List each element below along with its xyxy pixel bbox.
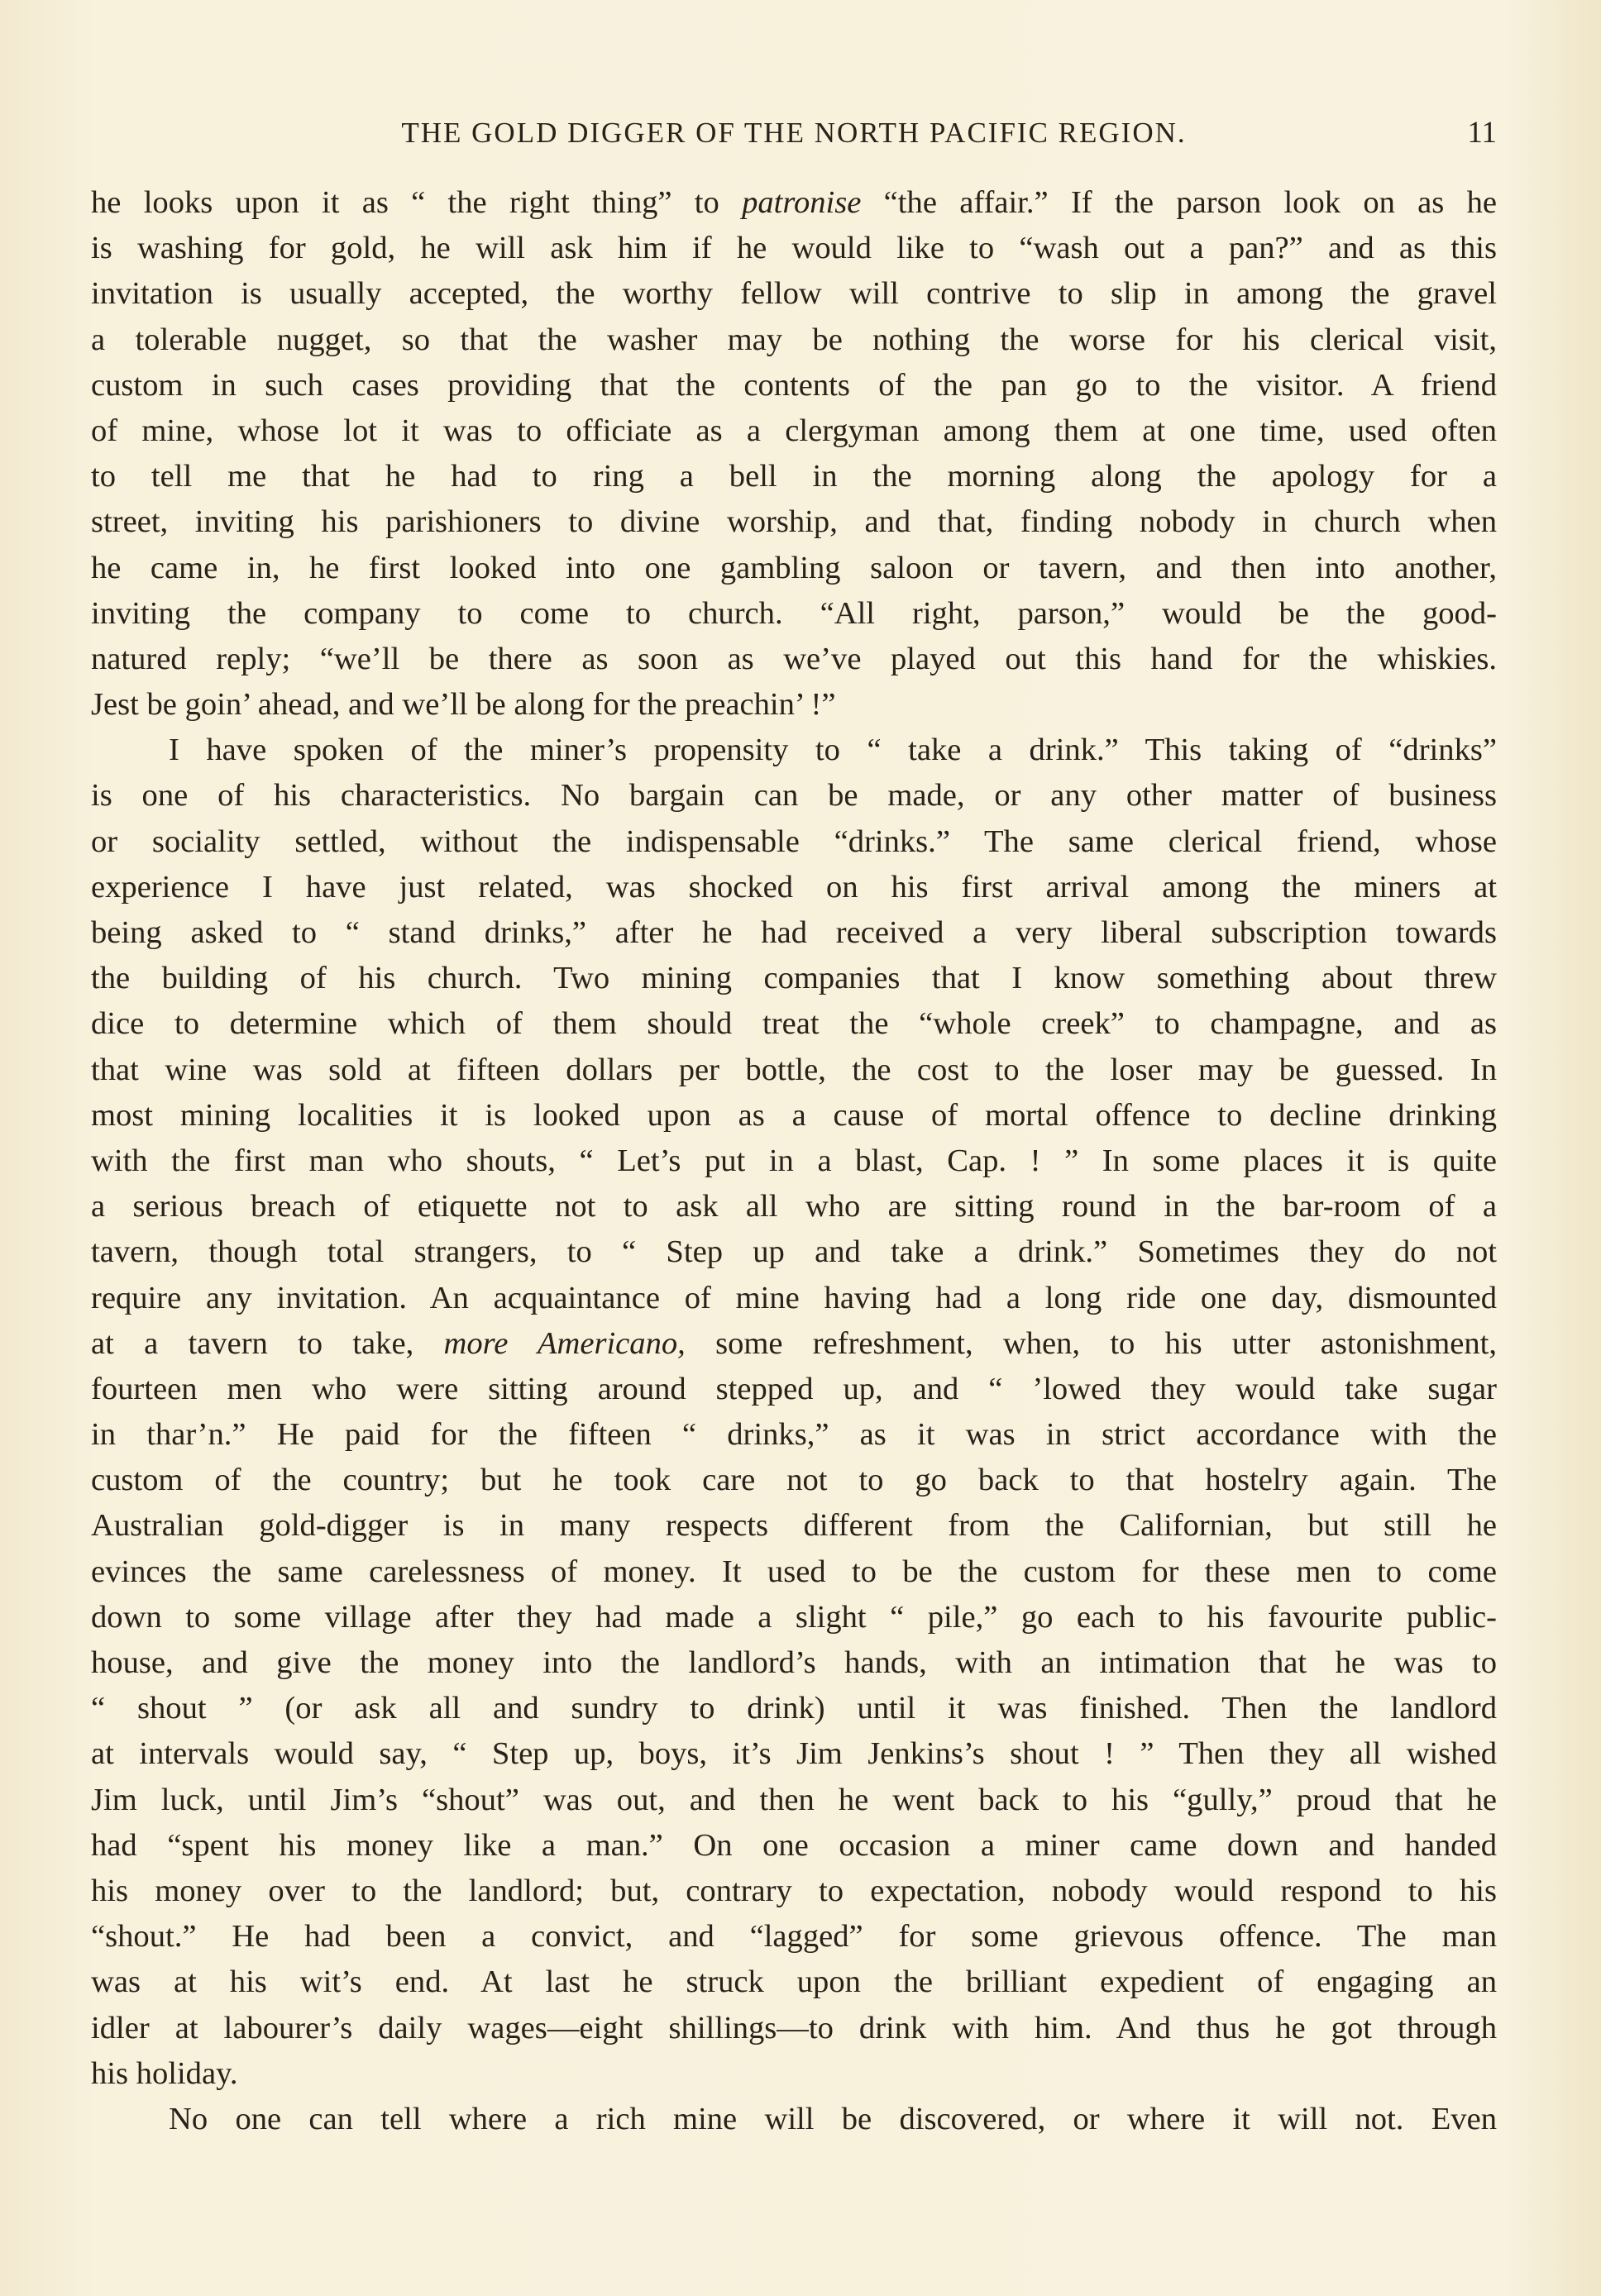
text-line: down to some village after they had made a slight “ pile,” go each to his favourite public- (91, 1599, 1497, 1635)
text-line: his money over to the landlord; but, contrary to expectation, nobody would respond to his (91, 1873, 1497, 1908)
running-title: THE GOLD DIGGER OF THE NORTH PACIFIC REGION. (401, 117, 1187, 149)
text-line: to tell me that he had to ring a bell in the morning along the apology for a (91, 459, 1497, 494)
text-line: dice to determine which of them should treat the “whole creek” to champagne, and as (91, 1006, 1497, 1042)
text-line: inviting the company to come to church. “All right, parson,” would be the good- (91, 595, 1497, 631)
text-line: require any invitation. An acquaintance of mine having had a long ride one day, dismounted (91, 1280, 1497, 1315)
text-line: evinces the same carelessness of money. It used to be the custom for these men to come (91, 1554, 1497, 1589)
paragraph-end-line: Jest be goin’ ahead, and we’ll be along for the preachin’ !” (91, 687, 836, 723)
text-line: he looks upon it as “ the right thing” to patronise “the affair.” If the parson look on as he (91, 185, 1498, 220)
text-line: fourteen men who were sitting around stepped up, and “ ’lowed they would take sugar (91, 1371, 1497, 1406)
text-line: invitation is usually accepted, the worthy fellow will contrive to slip in among the gravel (91, 276, 1497, 312)
text-line: being asked to “ stand drinks,” after he had received a very liberal subscription towards (91, 915, 1497, 950)
text-line: custom of the country; but he took care not to go back to that hostelry again. The (91, 1463, 1497, 1498)
text-line: a serious breach of etiquette not to ask all who are sitting round in the bar-room of a (91, 1189, 1497, 1224)
text-line: had “spent his money like a man.” On one occasion a miner came down and handed (91, 1827, 1497, 1863)
text-line: house, and give the money into the landlord’s hands, with an intimation that he was to (91, 1645, 1497, 1680)
text-line: that wine was sold at fifteen dollars per bottle, the cost to the loser may be guessed. In (91, 1052, 1497, 1087)
paragraph-start-line: I have spoken of the miner’s propensity to “ take a drink.” This taking of “drinks” (169, 733, 1497, 768)
text-line: Jim luck, until Jim’s “shout” was out, and then he went back to his “gully,” proud that he (91, 1782, 1497, 1817)
text-line: Australian gold-digger is in many respects different from the Californian, but still he (91, 1508, 1497, 1544)
text-line: tavern, though total strangers, to “ Step up and take a drink.” Sometimes they do not (91, 1234, 1497, 1270)
text-line: experience I have just related, was shocked on his first arrival among the miners at (91, 869, 1497, 905)
text-line: idler at labourer’s daily wages—eight shillings—to drink with him. And thus he got through (91, 2010, 1497, 2045)
running-head (91, 112, 1497, 154)
text-line: most mining localities it is looked upon as a cause of mortal offence to decline drinking (91, 1097, 1497, 1133)
text-line: of mine, whose lot it was to officiate as a clergyman among them at one time, used often (91, 413, 1497, 448)
body-text (91, 180, 1497, 2142)
text-line: in thar’n.” He paid for the fifteen “ drinks,” as it was in strict accordance with the (91, 1417, 1497, 1453)
text-line: he came in, he first looked into one gambling saloon or tavern, and then into another, (91, 550, 1497, 585)
paragraph-start-line: No one can tell where a rich mine will be discovered, or where it will not. Even (169, 2101, 1497, 2136)
page-number: 11 (1467, 116, 1497, 150)
text-line: or sociality settled, without the indispensable “drinks.” The same clerical friend, whose (91, 823, 1497, 859)
text-line: a tolerable nugget, so that the washer may be nothing the worse for his clerical visit, (91, 322, 1497, 357)
text-line: “shout.” He had been a convict, and “lagged” for some grievous offence. The man (91, 1919, 1497, 1955)
text-line: natured reply; “we’ll be there as soon as we’ve played out this hand for the whiskies. (91, 641, 1497, 676)
text-line: the building of his church. Two mining companies that I know something about threw (91, 961, 1497, 996)
text-line: with the first man who shouts, “ Let’s put in a blast, Cap. ! ” In some places it is quite (91, 1143, 1497, 1178)
text-line: is washing for gold, he will ask him if he would like to “wash out a pan?” and as this (91, 231, 1497, 266)
paragraph-end-line: his holiday. (91, 2055, 238, 2091)
text-line: was at his wit’s end. At last he struck upon the brilliant expedient of engaging an (91, 1964, 1497, 2000)
text-line: custom in such cases providing that the contents of the pan go to the visitor. A friend (91, 367, 1497, 403)
text-line: at intervals would say, “ Step up, boys, it’s Jim Jenkins’s shout ! ” Then they all wished (91, 1736, 1497, 1772)
text-line: at a tavern to take, more Americano, some refreshment, when, to his utter astonishment, (91, 1325, 1498, 1361)
text-line: is one of his characteristics. No bargain can be made, or any other matter of business (91, 778, 1497, 814)
text-line: “ shout ” (or ask all and sundry to drink) until it was finished. Then the landlord (91, 1691, 1497, 1726)
text-line: street, inviting his parishioners to divine worship, and that, finding nobody in church when (91, 504, 1497, 540)
